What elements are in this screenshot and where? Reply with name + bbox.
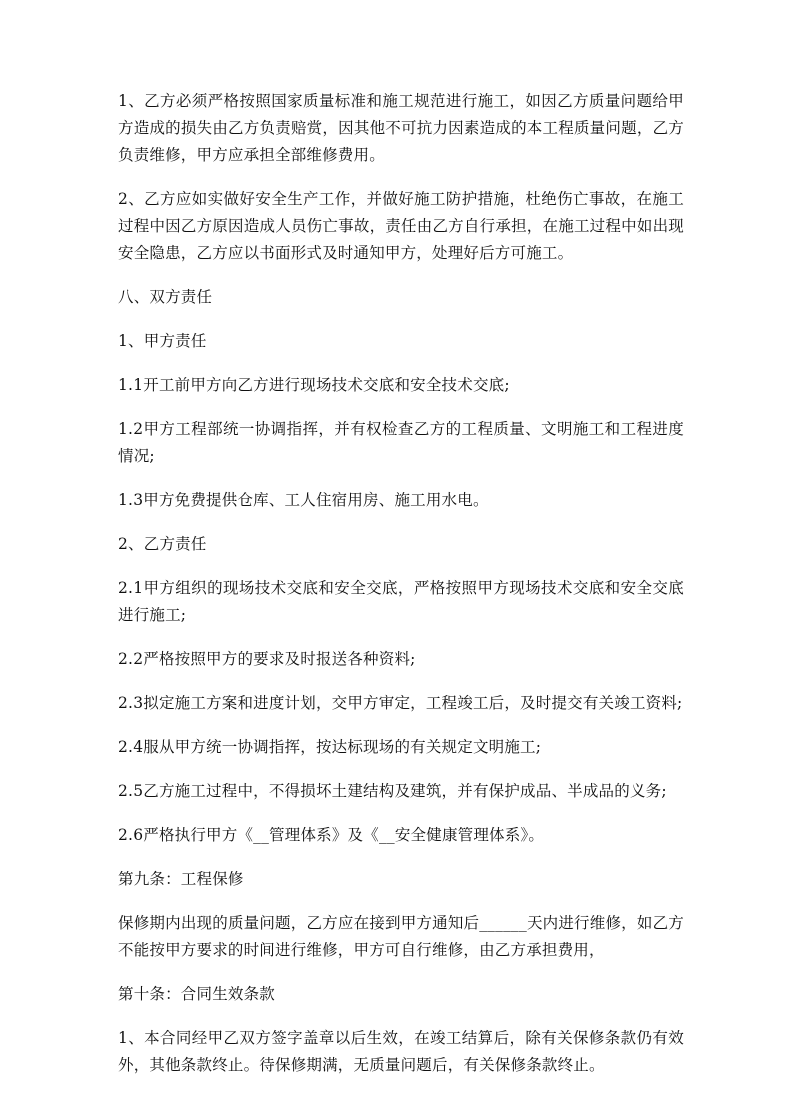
party-b-item-2-5: 2.5乙方施工过程中，不得损坏土建结构及建筑，并有保护成品、半成品的义务; bbox=[118, 782, 667, 800]
party-b-heading: 2、乙方责任 bbox=[118, 535, 207, 553]
section-eight-heading: 八、双方责任 bbox=[118, 288, 213, 306]
party-b-item-2-4: 2.4服从甲方统一协调指挥，按达标现场的有关规定文明施工; bbox=[118, 738, 542, 756]
party-a-item-1-2: 1.2甲方工程部统一协调指挥，并有权检查乙方的工程质量、文明施工和工程进度情况; bbox=[118, 420, 684, 465]
party-b-item-2-6: 2.6严格执行甲方《__管理体系》及《__安全健康管理体系》。 bbox=[118, 826, 545, 844]
party-b-item-2-3: 2.3拟定施工方案和进度计划，交甲方审定，工程竣工后，及时提交有关竣工资料; bbox=[118, 694, 683, 712]
party-b-item-2-1: 2.1甲方组织的现场技术交底和安全交底，严格按照甲方现场技术交底和安全交底进行施工; bbox=[118, 579, 684, 624]
clause-safety-paragraph: 2、乙方应如实做好安全生产工作，并做好施工防护措施，杜绝伤亡事故，在施工过程中因乙方原因造成人员伤亡事故，责任由乙方自行承担，在施工过程中如出现安全隐患，乙方应以书面形式及时通知甲方，处理好后方可施工。 bbox=[118, 190, 684, 262]
party-b-item-2-2: 2.2严格按照甲方的要求及时报送各种资料; bbox=[118, 650, 416, 668]
document-page bbox=[118, 88, 684, 1096]
article-ten-heading: 第十条：合同生效条款 bbox=[118, 985, 276, 1003]
party-a-item-1-3: 1.3甲方免费提供仓库、工人住宿用房、施工用水电。 bbox=[118, 491, 489, 509]
article-nine-heading: 第九条：工程保修 bbox=[118, 870, 244, 888]
party-a-item-1-1: 1.1开工前甲方向乙方进行现场技术交底和安全技术交底; bbox=[118, 376, 510, 394]
article-ten-paragraph: 1、本合同经甲乙双方签字盖章以后生效，在竣工结算后，除有关保修条款仍有效外，其他条款终止。待保修期满，无质量问题后，有关保修条款终止。 bbox=[118, 1029, 684, 1074]
clause-quality-paragraph: 1、乙方必须严格按照国家质量标准和施工规范进行施工，如因乙方质量问题给甲方造成的损失由乙方负责赔赏，因其他不可抗力因素造成的本工程质量问题，乙方负责维修，甲方应承担全部维修费用。 bbox=[118, 92, 684, 164]
party-a-heading: 1、甲方责任 bbox=[118, 332, 207, 350]
article-nine-paragraph: 保修期内出现的质量问题，乙方应在接到甲方通知后______天内进行维修，如乙方不能按甲方要求的时间进行维修，甲方可自行维修，由乙方承担费用， bbox=[118, 914, 684, 959]
